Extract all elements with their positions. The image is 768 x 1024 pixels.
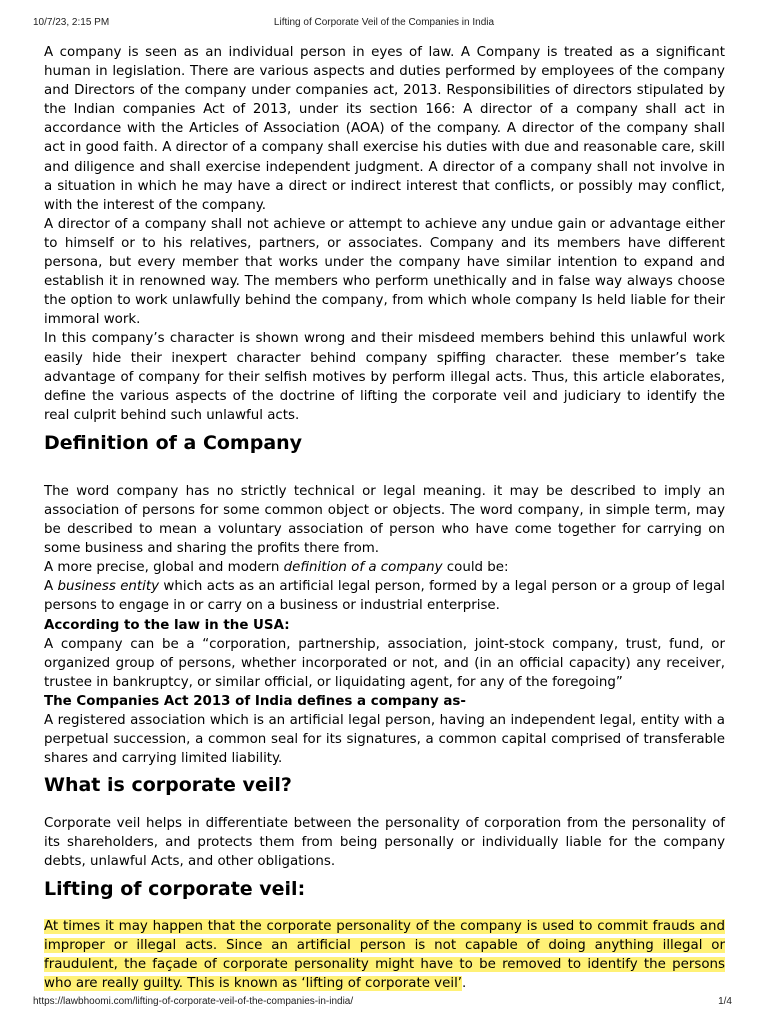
india-act-text: A registered association which is an artificial legal person, having an independent legal, entity with a perpetual succession, a common seal for its signatures, a common capital comprised of transferable shares and carrying limited liability. xyxy=(44,713,725,767)
business-entity-emphasis: business entity xyxy=(57,579,160,595)
corporate-veil-heading: What is corporate veil? xyxy=(44,774,292,797)
usa-law-heading: According to the law in the USA: xyxy=(44,617,290,633)
print-header xyxy=(0,0,768,36)
intro-paragraph-1: A company is seen as an individual person in eyes of law. A Company is treated as a significant human in legislation. There are various aspects and duties performed by employees of the company and Directors of the company under companies act, 2013. Responsibilities of directors stipulated by the Indian companies Act of 2013, under its section 166: A director of a company shall act in accordance with the Articles of Association (AOA) of the company. A director of the company shall act in good faith. A director of a company shall exercise his duties with due and reasonable care, skill and diligence and shall exercise independent judgment. A director of a company shall not involve in a situation in which he may have a direct or indirect interest that conflicts, or possibly may conflict, with the interest of the company. xyxy=(44,45,725,213)
highlighted-text: At times it may happen that the corporate personality of the company is used to commit frauds and improper or illegal acts. Since an artificial person is not capable of doing anything illegal or fraudulent, the façade of corporate personality might have to be removed to identify the persons who are really guilty. This is known as ‘lifting of corporate veil’ xyxy=(44,918,725,991)
print-url: https://lawbhoomi.com/lifting-of-corporate-veil-of-the-companies-in-india/ xyxy=(33,996,354,1007)
definition-emphasis: definition of a company xyxy=(283,560,443,576)
definition-paragraph-3: A business entity which acts as an artificial legal person, formed by a legal person or a group of legal persons to engage in or carry on a business or industrial enterprise. xyxy=(44,579,725,614)
article-body xyxy=(44,43,725,993)
definition-paragraph-2: A more precise, global and modern definition of a company could be: xyxy=(44,560,509,576)
usa-law-text: A company can be a “corporation, partnership, association, joint-stock company, trust, fund, or organized group of persons, whether incorporated or not, and (in an official capacity) any receiver, trustee in bankruptcy, or similar official, or liquidating agent, for any of the foregoing” xyxy=(44,636,725,690)
intro-paragraph-2: A director of a company shall not achieve or attempt to achieve any undue gain or advantage either to himself or to his relatives, partners, or associates. Company and its members have different persona, but every member that works under the company have similar intention to expand and establish it in renowned way. The members who perform unethically and in false way always choose the option to work unlawfully behind the company, from which whole company Is held liable for their immoral work. xyxy=(44,216,725,328)
print-datetime: 10/7/23, 2:15 PM xyxy=(33,17,110,28)
lifting-text: At times it may happen that the corporate personality of the company is used to commit frauds and improper or illegal acts. Since an artificial person is not capable of doing anything illegal or fraudulent, the façade of corporate personality might have to be removed to identify the persons who are really guilty. This is known as ‘lifting of corporate veil’. xyxy=(44,918,725,991)
print-page-number: 1/4 xyxy=(718,996,732,1007)
lifting-heading: Lifting of corporate veil: xyxy=(44,877,306,900)
print-footer xyxy=(0,994,768,1024)
corporate-veil-text: Corporate veil helps in differentiate between the personality of corporation from the personality of its shareholders, and protects them from being personally or individually liable for the company debts, unlawful Acts, and other obligations. xyxy=(44,816,725,870)
definition-paragraph-1: The word company has no strictly technical or legal meaning. it may be described to imply an association of persons for some common object or objects. The word company, in simple term, may be described to mean a voluntary association of person who have come together for carrying on some business and sharing the profits there from. xyxy=(44,483,725,557)
definition-heading: Definition of a Company xyxy=(44,431,303,454)
intro-paragraph-3: In this company’s character is shown wrong and their misdeed members behind this unlawful work easily hide their inexpert character behind company spiffing character. these member’s take advantage of company for their selfish motives by perform illegal acts. Thus, this article elaborates, define the various aspects of the doctrine of lifting the corporate veil and judiciary to identify the real culprit behind such unlawful acts. xyxy=(44,331,725,423)
india-act-heading: The Companies Act 2013 of India defines a company as- xyxy=(44,693,466,709)
print-page-title: Lifting of Corporate Veil of the Companies in India xyxy=(273,17,495,28)
